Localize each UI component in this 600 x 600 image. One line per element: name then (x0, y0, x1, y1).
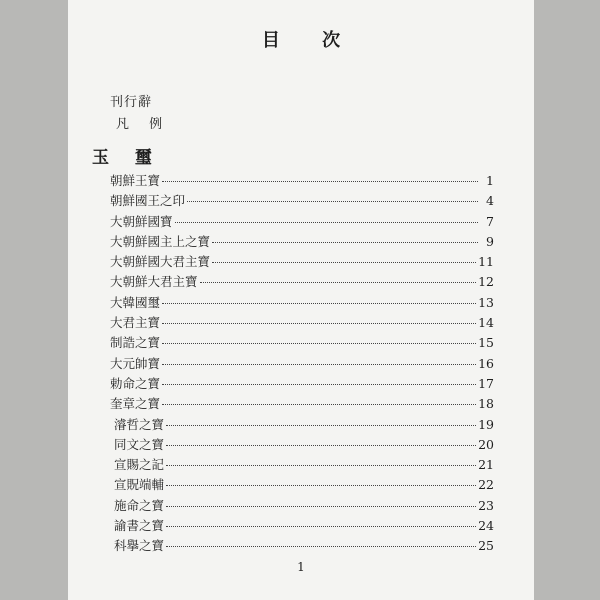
dot-leader (162, 343, 476, 344)
section-heading: 玉 璽 (92, 148, 162, 168)
toc-entry (110, 171, 494, 191)
toc-entry (110, 232, 494, 252)
toc-entry-title: 大君主寶 (110, 315, 161, 331)
toc-entry (110, 455, 494, 475)
toc-entry-title: 大韓國璽 (110, 294, 161, 310)
toc-entry-title: 大朝鮮國寶 (110, 213, 173, 229)
dot-leader (212, 242, 478, 243)
toc-entry (110, 191, 494, 211)
toc-entry-page: 25 (478, 538, 494, 554)
toc-entry-page: 15 (478, 335, 494, 351)
dot-leader (166, 546, 476, 547)
toc-entry-page: 12 (478, 274, 494, 290)
toc-entry (110, 354, 494, 374)
toc-entry-title: 制誥之寶 (110, 335, 161, 351)
toc-entry-page: 19 (478, 416, 494, 432)
toc-entry-title: 大朝鮮國大君主寶 (110, 254, 211, 270)
dot-leader (166, 465, 476, 466)
toc-entry (110, 374, 494, 394)
toc-entry-title: 同文之寶 (114, 436, 165, 452)
toc-front-matter-notes: 凡 例 (116, 117, 171, 132)
dot-leader (166, 506, 476, 507)
dot-leader (175, 222, 478, 223)
toc-entry (110, 536, 494, 556)
dot-leader (162, 323, 476, 324)
toc-entry-title: 宣賜之記 (114, 457, 165, 473)
toc-entry-title: 科擧之寶 (114, 538, 165, 554)
toc-entry-page: 11 (478, 254, 494, 270)
toc-entry (110, 212, 494, 232)
toc-entry-page: 18 (478, 396, 494, 412)
toc-entry-page: 1 (486, 173, 494, 188)
toc-entry-title: 大朝鮮大君主寶 (110, 274, 198, 290)
toc-entry-page: 16 (478, 355, 494, 371)
dot-leader (162, 404, 476, 405)
toc-entry-title: 勅命之寶 (110, 375, 161, 391)
dot-leader (200, 282, 477, 283)
toc-entry (110, 272, 494, 292)
toc-front-matter-preface: 刊行辭 (110, 95, 153, 110)
toc-entry-page: 22 (478, 477, 494, 493)
dot-leader (162, 364, 476, 365)
dot-leader (212, 262, 476, 263)
toc-entry-page: 9 (486, 233, 494, 249)
toc-entry (110, 252, 494, 272)
dot-leader (166, 425, 476, 426)
toc-entry-title: 大朝鮮國主上之寶 (110, 233, 211, 249)
toc-entry (110, 496, 494, 516)
dot-leader (187, 201, 478, 202)
page-number: 1 (297, 560, 305, 574)
dot-leader (162, 384, 476, 385)
toc-entry-page: 7 (486, 213, 494, 229)
toc-list (110, 171, 494, 557)
toc-entry-title: 朝鮮王寶 (110, 173, 161, 188)
toc-entry (110, 435, 494, 455)
toc-entry (110, 394, 494, 414)
toc-entry-title: 濬哲之寶 (114, 416, 165, 432)
document-page (68, 0, 534, 600)
toc-entry-title: 朝鮮國王之印 (110, 193, 186, 209)
toc-entry-title: 宣貺端輔 (114, 477, 165, 493)
toc-entry-title: 奎章之寶 (110, 396, 161, 412)
toc-entry (110, 313, 494, 333)
toc-entry-page: 14 (478, 315, 494, 331)
toc-entry-page: 17 (478, 375, 494, 391)
toc-entry-page: 20 (478, 436, 494, 452)
toc-entry (110, 293, 494, 313)
toc-entry-page: 23 (478, 497, 494, 513)
toc-entry-title: 大元帥寶 (110, 355, 161, 371)
toc-entry-title: 施命之寶 (114, 497, 165, 513)
toc-entry (110, 516, 494, 536)
toc-entry-page: 21 (478, 457, 494, 473)
toc-entry-page: 24 (478, 518, 494, 534)
toc-entry (110, 415, 494, 435)
dot-leader (166, 485, 476, 486)
dot-leader (166, 445, 476, 446)
dot-leader (166, 526, 476, 527)
toc-entry-page: 13 (478, 294, 494, 310)
page-title: 目 次 (261, 30, 359, 51)
toc-entry-title: 諭書之寶 (114, 518, 165, 534)
dot-leader (162, 303, 476, 304)
toc-entry-page: 4 (486, 193, 494, 209)
dot-leader (162, 181, 478, 182)
toc-entry (110, 333, 494, 353)
toc-entry (110, 475, 494, 495)
